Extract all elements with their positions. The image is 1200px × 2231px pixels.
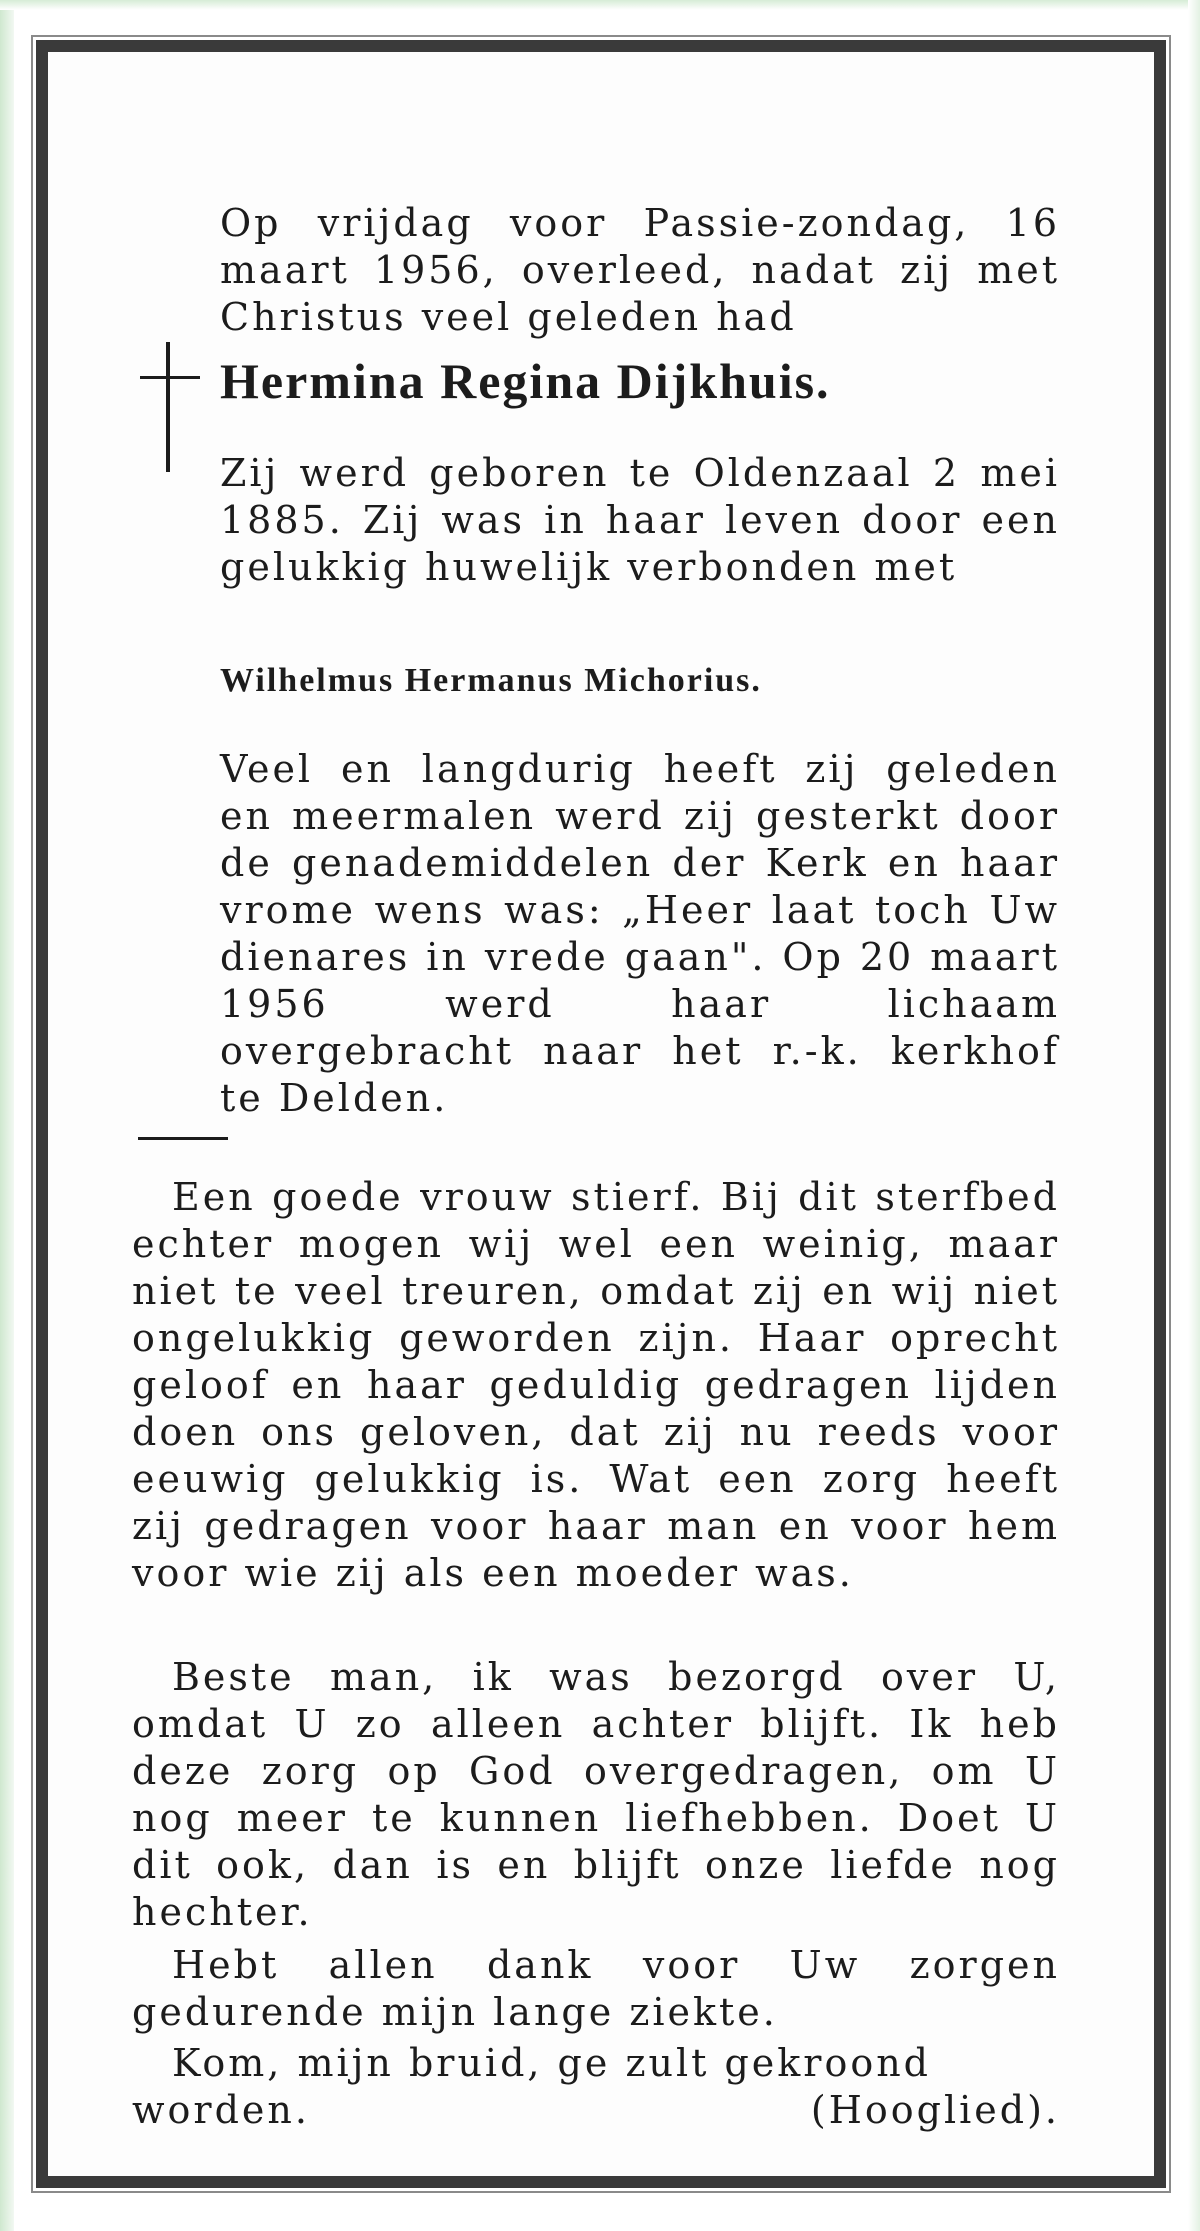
husband-name: Wilhelmus Hermanus Michorius. xyxy=(220,662,762,699)
intro-text: Op vrijdag voor Passie-zondag, 16 maart 1956, overleed, nadat zij met Christus veel geleden had xyxy=(220,201,1060,339)
card-content xyxy=(48,52,1154,2176)
birth-text: Zij werd geboren te Oldenzaal 2 mei 1885. Zij was in haar leven door een gelukkig huwelijk verbonden met xyxy=(220,451,1060,589)
memorial-card xyxy=(36,40,1166,2188)
scan-edge-left xyxy=(0,0,14,2231)
cross-icon xyxy=(140,342,200,472)
illness-text: Veel en langdurig heeft zij geleden en meermalen werd zij gesterkt door de genademiddelen der Kerk en haar vrome wens was: „Heer laat toch Uw dienares in vrede gaan". Op 20 maart 1956 werd haar lichaam overgebracht naar het r.-k. kerkhof te Delden. xyxy=(220,747,1060,1120)
scan-edge-top xyxy=(0,0,1200,10)
reflection-text: Een goede vrouw stierf. Bij dit sterfbed echter mogen wij wel een weinig, maar niet te veel treuren, omdat zij en wij niet ongelukkig geworden zijn. Haar oprecht geloof en haar geduldig gedragen lijden doen ons geloven, dat zij nu reeds voor eeuwig gelukkig is. Wat een zorg heeft zij gedragen voor haar man en voor hem voor wie zij als een moeder was. xyxy=(132,1175,1060,1595)
quote-last-line xyxy=(132,2087,1060,2134)
deceased-name: Hermina Regina Dijkhuis. xyxy=(220,353,831,409)
scan-edge-right xyxy=(1188,0,1200,2231)
divider xyxy=(138,1137,228,1140)
thanks-text: Hebt allen dank voor Uw zorgen gedurende mijn lange ziekte. xyxy=(132,1943,1060,2034)
quote-line: Kom, mijn bruid, ge zult gekroond xyxy=(172,2041,932,2085)
quote-source: (Hooglied). xyxy=(810,2088,1060,2132)
closing-quote xyxy=(132,2040,1060,2134)
quote-word: worden. xyxy=(132,2088,310,2132)
husband-message-text: Beste man, ik was bezorgd over U, omdat U zo alleen achter blijft. Ik heb deze zorg op God overgedragen, om U nog meer te kunnen liefhebben. Doet U dit ook, dan is en blijft onze liefde nog hechter. xyxy=(132,1655,1060,1934)
